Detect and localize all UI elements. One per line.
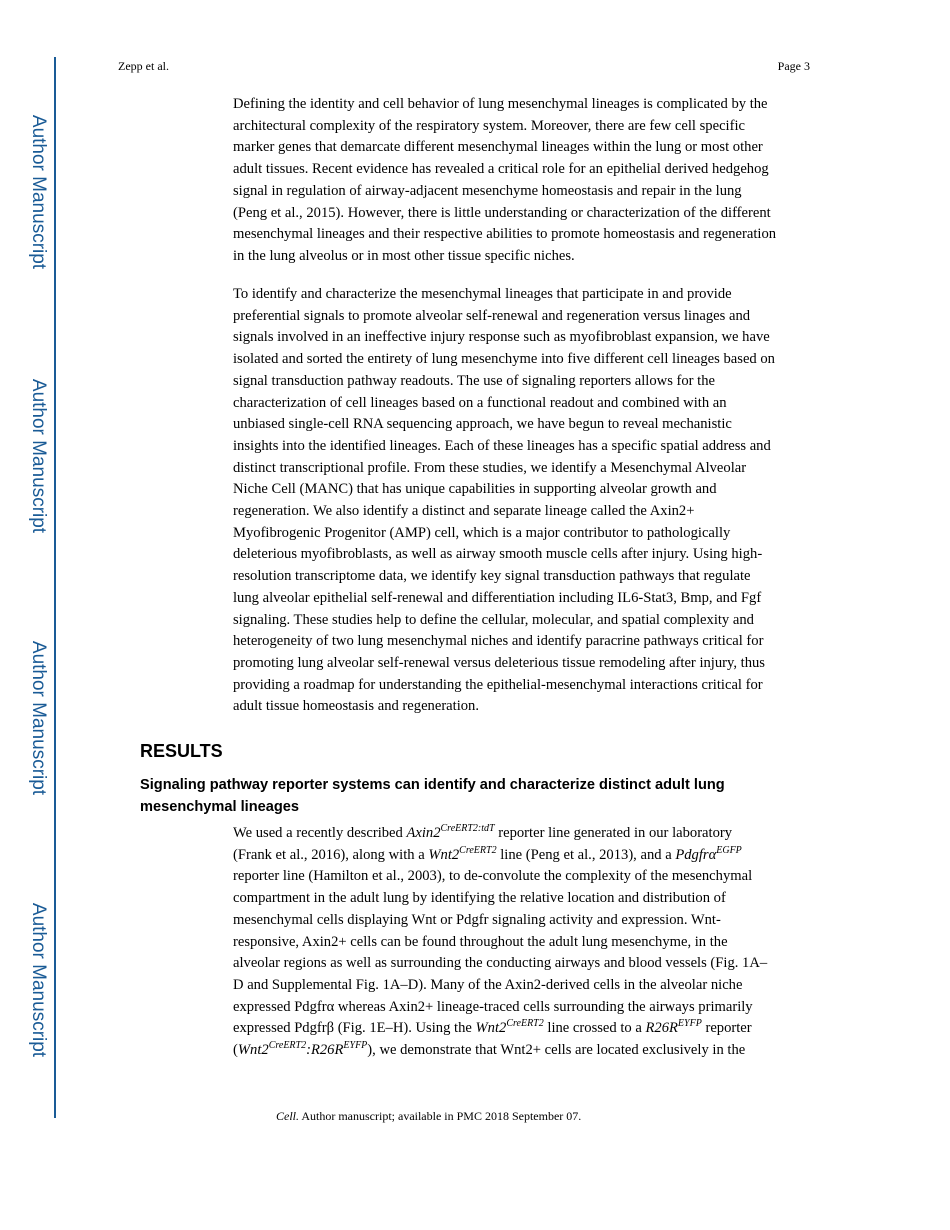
- gene-name: Pdgfrα: [675, 846, 717, 863]
- allele-superscript: EYFP: [343, 1040, 368, 1052]
- page-number: Page 3: [777, 59, 810, 73]
- gene-name: :R26R: [306, 1042, 344, 1059]
- text-line: providing a roadmap for understanding the epithelial-mesenchymal interactions critical for: [233, 676, 763, 693]
- gene-name: Wnt2: [428, 846, 460, 863]
- text-line: marker genes that demarcate different mesenchymal lineages within the lung or most other: [233, 139, 763, 156]
- text-line: insights into the identified lineages. Each of these lineages has a specific spatial address and: [233, 437, 771, 454]
- allele-superscript: CreERT2:tdT: [440, 823, 495, 834]
- allele-superscript: EGFP: [716, 844, 742, 856]
- footer-citation: Cell. Author manuscript; available in PMC 2018 September 07.: [276, 1109, 582, 1123]
- text-line: (Peng et al., 2015). However, there is little understanding or characterization of the different: [233, 204, 771, 221]
- text-line: signal in regulation of airway-adjacent mesenchyme homeostasis and repair in the lung: [233, 182, 742, 199]
- text-line: promoting lung alveolar self-renewal versus deleterious tissue remodeling after injury, thus: [233, 654, 765, 671]
- text-line: lung alveolar epithelial self-renewal and differentiation including IL6-Stat3, Bmp, and Fgf: [233, 589, 762, 606]
- intro-paragraph-2: [233, 284, 813, 718]
- allele-superscript: CreERT2: [268, 1040, 307, 1052]
- text-line: Myofibrogenic Progenitor (AMP) cell, which is a major contributor to pathologically: [233, 524, 731, 541]
- text-line: mesenchymal lineages and their respective abilities to promote homeostasis and regeneration: [233, 226, 777, 243]
- text-line: in the lung alveolus or in most other tissue specific niches.: [233, 247, 575, 264]
- text-line: (Frank et al., 2016), along with a $Wnt2^{CreERT2}$ line (Peng et al., 2013), and a Pdgfrα$^{EGFP}$: [233, 844, 742, 863]
- results-paragraph: [233, 823, 813, 1062]
- text-line: isolated and sorted the entirety of lung mesenchyme into five different cell lineages based on: [233, 351, 775, 368]
- text-line: expressed Pdgfrβ (Fig. 1E–H). Using the $Wnt2^{CreERT2}$ line crossed to a $R26R^{EYFP}$ reporter: [233, 1018, 752, 1037]
- text-line: characterization of cell lineages based on a functional readout and combined with an: [233, 394, 727, 411]
- text-line: alveolar regions as well as surrounding the conducting airways and blood vessels (Fig. 1A–: [233, 955, 768, 972]
- text-line: signals involved in an ineffective injury response such as myofibroblast expansion, we have: [233, 329, 770, 346]
- text-line: D and Supplemental Fig. 1A–D). Many of the Axin2-derived cells in the alveolar niche: [233, 976, 743, 993]
- gene-name: Wnt2: [237, 1042, 269, 1059]
- intro-paragraph-1: [233, 94, 813, 268]
- text-line: heterogeneity of two lung mesenchymal niches and identify paracrine pathways critical for: [233, 633, 764, 650]
- text-line: distinct transcriptional profile. From these studies, we identify a Mesenchymal Alveolar: [233, 459, 747, 476]
- text-line: mesenchymal cells displaying Wnt or Pdgfr signaling activity and expression. Wnt-: [233, 911, 721, 928]
- sidebar-rule: [54, 57, 56, 1118]
- gene-name: Wnt2: [475, 1020, 507, 1037]
- text-line: regeneration. We also identify a distinct and separate lineage called the Axin2+: [233, 503, 695, 520]
- heading-line: mesenchymal lineages: [140, 798, 299, 815]
- allele-superscript: EYFP: [677, 1018, 702, 1030]
- text-line: deleterious myofibroblasts, as well as airway smooth muscle cells after injury. Using high-: [233, 546, 763, 563]
- subsection-heading: [140, 775, 820, 818]
- text-line: To identify and characterize the mesenchymal lineages that participate in and provide: [233, 286, 732, 302]
- journal-name: Cell.: [276, 1109, 299, 1123]
- allele-superscript: CreERT2: [506, 1018, 544, 1030]
- gene-name: Axin2: [406, 825, 441, 841]
- text-line: Defining the identity and cell behavior of lung mesenchymal lineages is complicated by the: [233, 96, 768, 112]
- section-heading-results: RESULTS: [140, 741, 223, 761]
- allele-superscript: CreERT2: [459, 844, 497, 856]
- text-line: signaling. These studies help to define the cellular, molecular, and spatial complexity and: [233, 611, 754, 628]
- text-line: responsive, Axin2+ cells can be found throughout the adult lung mesenchyme, in the: [233, 933, 728, 950]
- text-line: Niche Cell (MANC) that has unique capabilities in supporting alveolar growth and: [233, 481, 717, 498]
- text-line: signal transduction pathway readouts. The use of signaling reporters allows for the: [233, 372, 716, 389]
- running-head-author: Zepp et al.: [118, 59, 169, 73]
- text-line: architectural complexity of the respiratory system. Moreover, there are few cell specific: [233, 117, 745, 134]
- text-line: compartment in the adult lung by identifying the relative location and distribution of: [233, 890, 726, 907]
- text-line: reporter line (Hamilton et al., 2003), to de-convolute the complexity of the mesenchymal: [233, 868, 753, 885]
- heading-line: Signaling pathway reporter systems can identify and characterize distinct adult lung: [140, 777, 725, 793]
- text-line: adult tissues. Recent evidence has revealed a critical role for an epithelial derived hedgehog: [233, 161, 769, 178]
- text-line: resolution transcriptome data, we identify key signal transduction pathways that regulate: [233, 568, 751, 585]
- text-line: preferential signals to promote alveolar self-renewal and regeneration versus linages and: [233, 307, 751, 324]
- gene-name: R26R: [645, 1020, 678, 1037]
- text-line: expressed Pdgfrα whereas Axin2+ lineage-traced cells surrounding the airways primarily: [233, 998, 753, 1015]
- text-line: We used a recently described $Axin2^{CreERT2:tdT}$ reporter line generated in our laboratory: [233, 823, 733, 841]
- text-line: unbiased single-cell RNA sequencing approach, we have begun to reveal mechanistic: [233, 416, 732, 433]
- text-line: $(Wnt2^{CreERT2}:R26R^{EYFP})$, we demonstrate that Wnt2+ cells are located exclusively in the: [233, 1040, 746, 1059]
- text-line: adult tissue homeostasis and regeneration.: [233, 698, 480, 715]
